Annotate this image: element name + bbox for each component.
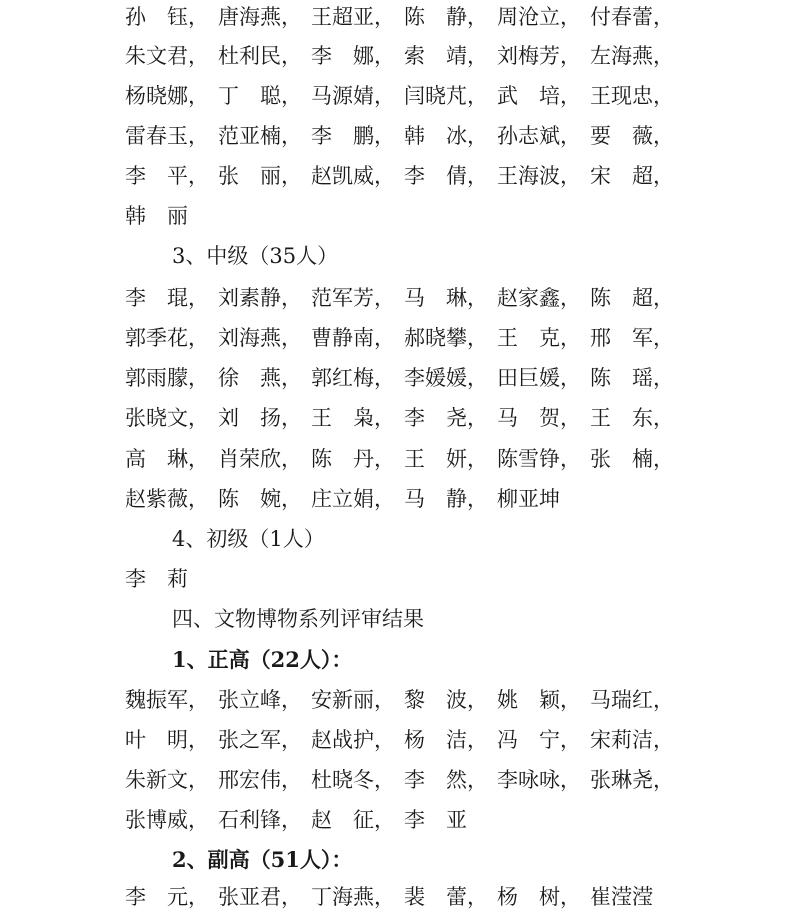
name: 王 克， [497,326,581,350]
name: 陈 超， [590,286,674,310]
section-heading-associate-senior: 2、副高（51人）： [172,847,353,872]
name: 李咏咏， [497,768,581,792]
name-row [0,882,794,912]
name: 韩 丽 [125,204,188,228]
name: 郭雨朦， [125,366,209,390]
name: 叶 明， [125,728,209,752]
name: 马 静， [404,487,488,511]
name-row [0,765,794,795]
name: 杨 洁， [404,728,488,752]
name: 庄立娟， [311,487,395,511]
name-row [0,725,794,755]
name: 肖荣欣， [218,447,302,471]
name: 张立峰， [218,688,302,712]
name: 陈 婉， [218,487,302,511]
name-row [0,685,794,715]
name: 杨 树， [497,885,581,909]
name: 高 琳， [125,447,209,471]
name: 张晓文， [125,406,209,430]
name: 王海波， [497,164,581,188]
name: 徐 燕， [218,366,302,390]
section-heading-intermediate: 3、中级（35人） [172,244,339,268]
section-heading-senior: 1、正高（22人）： [172,647,353,672]
name: 安新丽， [311,688,395,712]
name-row [0,161,794,191]
name: 陈 丹， [311,447,395,471]
name: 王 枭， [311,406,395,430]
name: 范亚楠， [218,124,302,148]
name-row [0,283,794,313]
name: 雷春玉， [125,124,209,148]
name-row [0,121,794,151]
name: 刘梅芳， [497,44,581,68]
name: 马源婧， [311,84,395,108]
name: 马 贺， [497,406,581,430]
name: 赵凯威， [311,164,395,188]
name: 李 平， [125,164,209,188]
name: 裴 蕾， [404,885,488,909]
name: 丁海燕， [311,885,395,909]
name: 王 妍， [404,447,488,471]
name: 宋 超， [590,164,674,188]
name: 张博威， [125,808,209,832]
name-row [0,2,794,32]
name-row [0,484,794,514]
name: 张琳尧， [590,768,674,792]
name-row [0,444,794,474]
name: 左海燕， [590,44,674,68]
name: 李 鹏， [311,124,395,148]
section-heading-junior: 4、初级（1人） [172,527,325,551]
name: 郝晓攀， [404,326,488,350]
name: 王 东， [590,406,674,430]
name: 刘 扬， [218,406,302,430]
name: 周沧立， [497,5,581,29]
name: 付春蕾， [590,5,674,29]
name: 崔滢滢 [590,885,653,909]
name: 郭红梅， [311,366,395,390]
name: 邢 军， [590,326,674,350]
name: 柳亚坤 [497,487,560,511]
name-row [0,805,794,835]
name: 李 莉 [125,567,188,591]
name: 陈雪铮， [497,447,581,471]
name: 宋莉洁， [590,728,674,752]
name: 闫晓芃， [404,84,488,108]
section-title-cultural-relics: 四、文物博物系列评审结果 [172,607,424,631]
name: 邢宏伟， [218,768,302,792]
name: 刘海燕， [218,326,302,350]
name: 李 琨， [125,286,209,310]
name: 杜利民， [218,44,302,68]
name: 杜晓冬， [311,768,395,792]
name: 李 元， [125,885,209,909]
name: 索 靖， [404,44,488,68]
name: 张 楠， [590,447,674,471]
name: 李 然， [404,768,488,792]
name: 马 琳， [404,286,488,310]
name: 赵紫薇， [125,487,209,511]
name: 李 亚 [404,808,467,832]
name: 丁 聪， [218,84,302,108]
name: 张之军， [218,728,302,752]
name-row [0,201,794,231]
name-row [0,564,794,594]
name: 王现忠， [590,84,674,108]
name-row [0,41,794,71]
name: 姚 颖， [497,688,581,712]
name: 魏振军， [125,688,209,712]
name: 张亚君， [218,885,302,909]
name: 朱新文， [125,768,209,792]
name: 杨晓娜， [125,84,209,108]
name: 孙志斌， [497,124,581,148]
name-row [0,403,794,433]
name: 马瑞红， [590,688,674,712]
name: 李 娜， [311,44,395,68]
name: 郭季花， [125,326,209,350]
name: 赵 征， [311,808,395,832]
name: 李 倩， [404,164,488,188]
name: 范军芳， [311,286,395,310]
name: 孙 钰， [125,5,209,29]
name-row [0,363,794,393]
name: 李 尧， [404,406,488,430]
name: 田巨媛， [497,366,581,390]
name: 陈 瑶， [590,366,674,390]
name: 要 薇， [590,124,674,148]
name: 武 培， [497,84,581,108]
name: 曹静南， [311,326,395,350]
name: 陈 静， [404,5,488,29]
name-row [0,81,794,111]
name: 刘素静， [218,286,302,310]
name: 赵战护， [311,728,395,752]
name: 朱文君， [125,44,209,68]
name: 冯 宁， [497,728,581,752]
name: 赵家鑫， [497,286,581,310]
name: 唐海燕， [218,5,302,29]
name: 黎 波， [404,688,488,712]
name: 王超亚， [311,5,395,29]
name-row [0,323,794,353]
name: 张 丽， [218,164,302,188]
name: 李媛媛， [404,366,488,390]
name: 韩 冰， [404,124,488,148]
name: 石利锋， [218,808,302,832]
